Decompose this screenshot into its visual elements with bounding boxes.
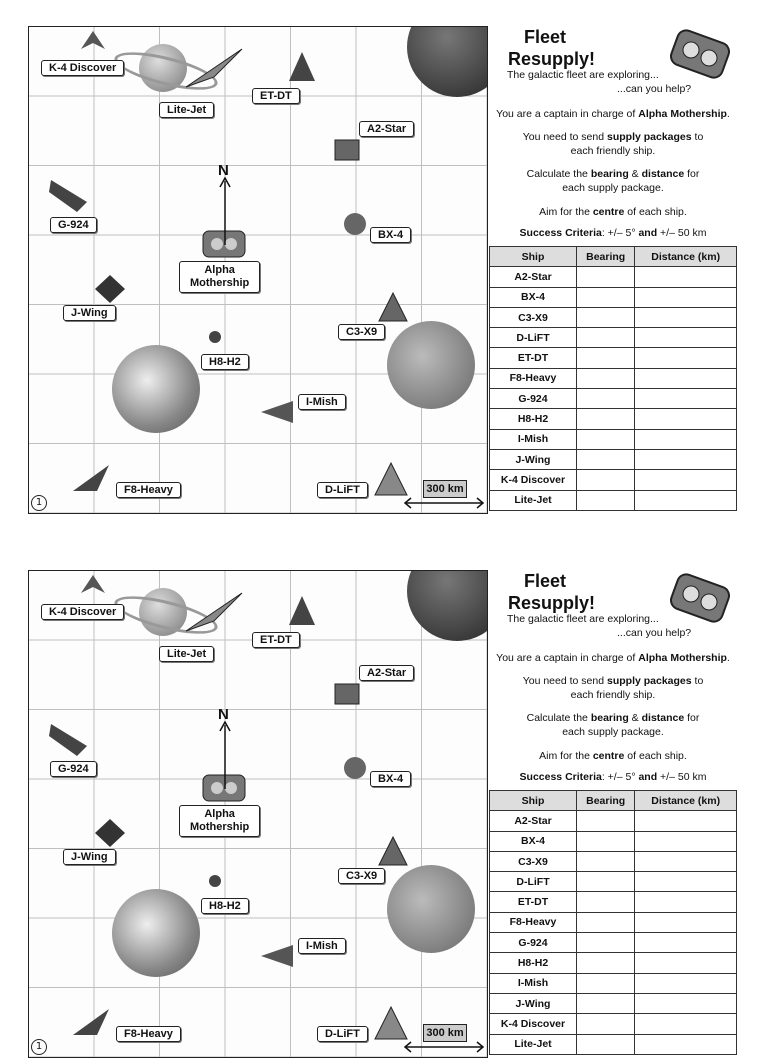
table-row: [490, 872, 737, 892]
instruction-1: You are a captain in charge of Alpha Mothership.: [496, 108, 730, 120]
distance-answer-cell[interactable]: [635, 912, 737, 932]
page-title: [508, 26, 595, 70]
scale-arrow-icon: [403, 497, 485, 509]
success-criteria: Success Criteria: +/– 5° and +/– 50 km: [519, 771, 707, 783]
label-a2-star: A2-Star: [359, 121, 414, 137]
north-arrow-icon: [219, 721, 231, 791]
instructions-panel: [489, 570, 737, 1056]
distance-answer-cell[interactable]: [635, 851, 737, 871]
bearing-answer-cell[interactable]: [577, 811, 635, 831]
bearing-answer-cell[interactable]: [577, 307, 635, 327]
table-body: [490, 811, 737, 1055]
distance-answer-cell[interactable]: [635, 287, 737, 307]
label-d-lift: D-LiFT: [317, 482, 368, 498]
bearing-answer-cell[interactable]: [577, 328, 635, 348]
label-k4-discover: K-4 Discover: [41, 604, 124, 620]
ship-name-cell: F8-Heavy: [490, 368, 577, 388]
a2star-ship-icon: [332, 679, 362, 709]
bearing-answer-cell[interactable]: [577, 287, 635, 307]
label-bx-4: BX-4: [370, 771, 411, 787]
space-map: [28, 570, 488, 1058]
distance-answer-cell[interactable]: [635, 872, 737, 892]
title-line2: Resupply!: [508, 49, 596, 69]
moon-planet: [112, 889, 200, 977]
label-bx-4: BX-4: [370, 227, 411, 243]
table-row: [490, 912, 737, 932]
label-g-924: G-924: [50, 761, 97, 777]
bearing-answer-cell[interactable]: [577, 449, 635, 469]
distance-answer-cell[interactable]: [635, 973, 737, 993]
bearing-answer-cell[interactable]: [577, 490, 635, 510]
f8heavy-ship-icon: [71, 461, 111, 495]
ship-name-cell: H8-H2: [490, 953, 577, 973]
instruction-3: Calculate the bearing & distance for each supply package.: [526, 168, 700, 194]
label-j-wing: J-Wing: [63, 305, 116, 321]
sheet-number-badge: 1: [31, 1039, 47, 1055]
table-row: [490, 307, 737, 327]
label-f8-heavy: F8-Heavy: [116, 1026, 181, 1042]
bearing-answer-cell[interactable]: [577, 1034, 635, 1054]
table-header-cell: Bearing: [577, 791, 635, 811]
table-row: [490, 1034, 737, 1054]
table-row: [490, 429, 737, 449]
table-row: [490, 409, 737, 429]
distance-answer-cell[interactable]: [635, 328, 737, 348]
c3x9-ship-icon: [375, 833, 411, 869]
answer-table: [489, 246, 737, 511]
distance-answer-cell[interactable]: [635, 993, 737, 1013]
label-alpha-mothership: [179, 261, 260, 293]
ship-name-cell: C3-X9: [490, 307, 577, 327]
sheet-number-badge: 1: [31, 495, 47, 511]
scale-arrow-icon: [403, 1041, 485, 1053]
table-row: [490, 328, 737, 348]
ship-name-cell: J-Wing: [490, 449, 577, 469]
ship-name-cell: A2-Star: [490, 267, 577, 287]
ship-name-cell: Lite-Jet: [490, 490, 577, 510]
mars-planet: [387, 865, 475, 953]
mothership-logo-icon: [669, 572, 731, 624]
label-f8-heavy: F8-Heavy: [116, 482, 181, 498]
bearing-answer-cell[interactable]: [577, 429, 635, 449]
ship-name-cell: D-LiFT: [490, 328, 577, 348]
scale-box: 300 km: [423, 1024, 467, 1042]
ship-name-cell: Lite-Jet: [490, 1034, 577, 1054]
distance-answer-cell[interactable]: [635, 490, 737, 510]
instruction-2: You need to send supply packages to each friendly ship.: [522, 675, 704, 701]
bearing-answer-cell[interactable]: [577, 953, 635, 973]
table-row: [490, 831, 737, 851]
north-label: N: [218, 706, 229, 723]
bearing-answer-cell[interactable]: [577, 409, 635, 429]
table-row: [490, 389, 737, 409]
dark-planet: [407, 570, 488, 641]
label-lite-jet: Lite-Jet: [159, 102, 214, 118]
bearing-answer-cell[interactable]: [577, 831, 635, 851]
h8h2-ship-icon: [207, 329, 223, 345]
a2star-ship-icon: [332, 135, 362, 165]
distance-answer-cell[interactable]: [635, 307, 737, 327]
title-line1: Fleet: [524, 27, 567, 47]
worksheet-1: [0, 0, 768, 508]
subtitle-line1: The galactic fleet are exploring...: [507, 69, 659, 81]
label-alpha-line1: Alpha: [204, 808, 235, 820]
dlift-ship-icon: [371, 459, 411, 499]
scale-box: 300 km: [423, 480, 467, 498]
label-alpha-line1: Alpha: [204, 264, 235, 276]
table-body: [490, 267, 737, 511]
jwing-ship-icon: [93, 817, 127, 849]
moon-planet: [112, 345, 200, 433]
answer-table: [489, 790, 737, 1055]
label-g-924: G-924: [50, 217, 97, 233]
ship-name-cell: BX-4: [490, 287, 577, 307]
table-row: [490, 267, 737, 287]
table-row: [490, 449, 737, 469]
bearing-answer-cell[interactable]: [577, 851, 635, 871]
instructions-panel: [489, 26, 737, 512]
table-row: [490, 348, 737, 368]
label-et-dt: ET-DT: [252, 632, 300, 648]
distance-answer-cell[interactable]: [635, 892, 737, 912]
distance-answer-cell[interactable]: [635, 348, 737, 368]
label-k4-discover: K-4 Discover: [41, 60, 124, 76]
mars-planet: [387, 321, 475, 409]
g924-ship-icon: [47, 172, 91, 216]
ship-name-cell: ET-DT: [490, 348, 577, 368]
ship-name-cell: G-924: [490, 933, 577, 953]
title-line2: Resupply!: [508, 593, 596, 613]
bearing-answer-cell[interactable]: [577, 892, 635, 912]
mothership-logo-icon: [669, 28, 731, 80]
distance-answer-cell[interactable]: [635, 1034, 737, 1054]
page-title: [508, 570, 595, 614]
ship-name-cell: D-LiFT: [490, 872, 577, 892]
table-header-row: [490, 791, 737, 811]
distance-answer-cell[interactable]: [635, 470, 737, 490]
ship-name-cell: I-Mish: [490, 973, 577, 993]
instruction-4: Aim for the centre of each ship.: [539, 206, 687, 218]
space-map: [28, 26, 488, 514]
bearing-answer-cell[interactable]: [577, 872, 635, 892]
ship-name-cell: H8-H2: [490, 409, 577, 429]
c3x9-ship-icon: [375, 289, 411, 325]
label-i-mish: I-Mish: [298, 938, 346, 954]
label-a2-star: A2-Star: [359, 665, 414, 681]
label-c3-x9: C3-X9: [338, 324, 385, 340]
etdt-ship-icon: [287, 51, 317, 83]
ship-name-cell: ET-DT: [490, 892, 577, 912]
subtitle-line2: ...can you help?: [617, 83, 692, 95]
k4-ship-icon: [79, 573, 107, 597]
table-header-cell: Distance (km): [635, 791, 737, 811]
instruction-1: You are a captain in charge of Alpha Mothership.: [496, 652, 730, 664]
success-criteria: Success Criteria: +/– 5° and +/– 50 km: [519, 227, 707, 239]
table-row: [490, 470, 737, 490]
f8heavy-ship-icon: [71, 1005, 111, 1039]
bearing-answer-cell[interactable]: [577, 389, 635, 409]
table-header-cell: Ship: [490, 791, 577, 811]
table-header-row: [490, 247, 737, 267]
jwing-ship-icon: [93, 273, 127, 305]
table-row: [490, 973, 737, 993]
bx4-ship-icon: [340, 753, 370, 783]
table-row: [490, 490, 737, 510]
ship-name-cell: F8-Heavy: [490, 912, 577, 932]
table-row: [490, 368, 737, 388]
ship-name-cell: G-924: [490, 389, 577, 409]
label-i-mish: I-Mish: [298, 394, 346, 410]
label-c3-x9: C3-X9: [338, 868, 385, 884]
table-row: [490, 892, 737, 912]
instruction-2: You need to send supply packages to each friendly ship.: [522, 131, 704, 157]
distance-answer-cell[interactable]: [635, 389, 737, 409]
north-label: N: [218, 162, 229, 179]
h8h2-ship-icon: [207, 873, 223, 889]
label-alpha-mothership: [179, 805, 260, 837]
label-alpha-line2: Mothership: [190, 821, 250, 833]
distance-answer-cell[interactable]: [635, 933, 737, 953]
imish-ship-icon: [259, 941, 295, 971]
k4-ship-icon: [79, 29, 107, 53]
bearing-answer-cell[interactable]: [577, 933, 635, 953]
table-row: [490, 933, 737, 953]
g924-ship-icon: [47, 716, 91, 760]
label-h8-h2: H8-H2: [201, 898, 249, 914]
table-header-cell: Bearing: [577, 247, 635, 267]
instruction-4: Aim for the centre of each ship.: [539, 750, 687, 762]
ship-name-cell: I-Mish: [490, 429, 577, 449]
table-row: [490, 287, 737, 307]
distance-answer-cell[interactable]: [635, 429, 737, 449]
distance-answer-cell[interactable]: [635, 831, 737, 851]
etdt-ship-icon: [287, 595, 317, 627]
label-j-wing: J-Wing: [63, 849, 116, 865]
instruction-3: Calculate the bearing & distance for each supply package.: [526, 712, 700, 738]
subtitle-line1: The galactic fleet are exploring...: [507, 613, 659, 625]
bearing-answer-cell[interactable]: [577, 368, 635, 388]
bearing-answer-cell[interactable]: [577, 912, 635, 932]
imish-ship-icon: [259, 397, 295, 427]
ship-name-cell: J-Wing: [490, 993, 577, 1013]
bearing-answer-cell[interactable]: [577, 267, 635, 287]
ship-name-cell: K-4 Discover: [490, 1014, 577, 1034]
label-alpha-line2: Mothership: [190, 277, 250, 289]
bearing-answer-cell[interactable]: [577, 348, 635, 368]
distance-answer-cell[interactable]: [635, 409, 737, 429]
distance-answer-cell[interactable]: [635, 449, 737, 469]
worksheet-2: [0, 544, 768, 1052]
label-lite-jet: Lite-Jet: [159, 646, 214, 662]
subtitle-line2: ...can you help?: [617, 627, 692, 639]
distance-answer-cell[interactable]: [635, 953, 737, 973]
distance-answer-cell[interactable]: [635, 267, 737, 287]
bearing-answer-cell[interactable]: [577, 973, 635, 993]
distance-answer-cell[interactable]: [635, 811, 737, 831]
table-row: [490, 993, 737, 1013]
label-h8-h2: H8-H2: [201, 354, 249, 370]
table-header-cell: Ship: [490, 247, 577, 267]
ship-name-cell: BX-4: [490, 831, 577, 851]
bearing-answer-cell[interactable]: [577, 993, 635, 1013]
dlift-ship-icon: [371, 1003, 411, 1043]
label-et-dt: ET-DT: [252, 88, 300, 104]
title-line1: Fleet: [524, 571, 567, 591]
ship-name-cell: K-4 Discover: [490, 470, 577, 490]
north-arrow-icon: [219, 177, 231, 247]
ship-name-cell: A2-Star: [490, 811, 577, 831]
litejet-ship-icon: [184, 591, 244, 635]
distance-answer-cell[interactable]: [635, 368, 737, 388]
table-header-cell: Distance (km): [635, 247, 737, 267]
dark-planet: [407, 26, 488, 97]
table-row: [490, 851, 737, 871]
bearing-answer-cell[interactable]: [577, 470, 635, 490]
table-row: [490, 811, 737, 831]
bx4-ship-icon: [340, 209, 370, 239]
label-d-lift: D-LiFT: [317, 1026, 368, 1042]
table-row: [490, 953, 737, 973]
litejet-ship-icon: [184, 47, 244, 91]
ship-name-cell: C3-X9: [490, 851, 577, 871]
